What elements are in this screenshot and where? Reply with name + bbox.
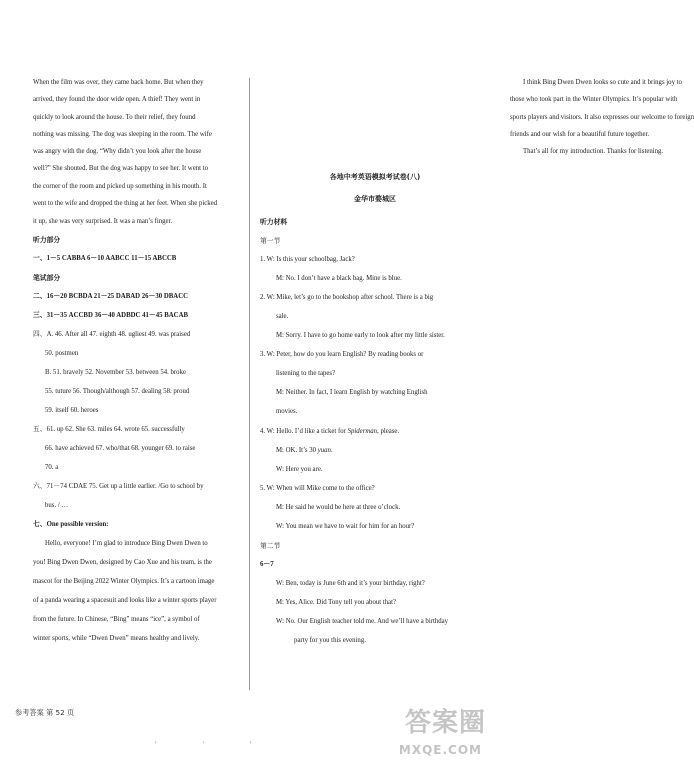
dialogue-line: party for you this evening. [294, 637, 366, 644]
dialogue-text: M: OK. It’s 30 [276, 447, 317, 454]
dialogue-line: M: Neither. In fact, I learn English by watching English [276, 389, 428, 396]
dialogue-line: movies. [276, 408, 298, 415]
essay-line: you! Bing Dwen Dwen, designed by Cao Xue and his team, is the [33, 559, 212, 566]
page-footer: 参考答案 第 52 页 [15, 708, 75, 717]
column-divider [249, 78, 250, 690]
essay-line: Hello, everyone! I’m glad to introduce Bing Dwen Dwen to [45, 540, 208, 547]
dialogue-line: M: He said he would be here at three o’clock. [276, 504, 401, 511]
watermark-logo [394, 708, 486, 762]
answer-line: 五、61. up 62. She 63. miles 64. wrote 65. successfully [33, 426, 185, 433]
exam-title: 各地中考英语模拟考试卷(八) [329, 173, 421, 181]
listening-section-title: 听力部分 [33, 236, 61, 244]
essay-version-title: 七、One possible version: [33, 521, 109, 528]
answer-line: 66. have achieved 67. who/that 68. younger 69. to raise [45, 445, 196, 452]
watermark-url: MXQE.COM [398, 743, 482, 757]
section-two-range: 6－7 [260, 561, 274, 568]
exam-subtitle: 金华市婺城区 [354, 195, 396, 203]
essay-line: I think Bing Dwen Dwen looks so cute and it brings joy to [523, 79, 682, 86]
answer-line: 55. tuture 56. Though/although 57. dealing 58. proud [45, 388, 190, 395]
essay-line: mascot for the Beijing 2022 Winter Olympics. It’s a cartoon image [33, 578, 215, 585]
story-line: it up, she was very surprised. It was a man’s finger. [33, 218, 173, 225]
answer-line: 59. itself 60. heroes [45, 407, 99, 414]
written-section-title: 笔试部分 [33, 274, 61, 282]
dialogue-line: W: Here you are. [276, 466, 323, 473]
story-line: arrived, they found the door wide open. A thief! They went in [33, 96, 201, 103]
story-line: well?” She shouted. But the dog was happy to see her. It went to [33, 165, 208, 172]
essay-line: of a panda wearing a spacesuit and looks like a winter sports player [33, 597, 217, 604]
answer-line: bus. / … [45, 502, 69, 509]
story-line: nothing was missing. The dog was sleeping in the room. The wife [33, 131, 212, 138]
currency: yuan [317, 447, 331, 454]
dialogue-line: 2. W: Mike, let’s go to the bookshop after school. There is a big [260, 294, 434, 301]
story-line: quickly to look around the house. To their relief, they found [33, 114, 196, 121]
dialogue-line: 3. W: Peter, how do you learn English? By reading books or [260, 351, 424, 358]
watermark-text: 答案圈 [404, 708, 486, 738]
dialogue-line: W: Ben, today is June 6th and it’s your birthday, right? [276, 580, 425, 587]
section-one-label: 第一节 [260, 237, 281, 245]
essay-line: friends and our wish for a beautiful future together. [510, 131, 650, 138]
answer-line: 二、16－20 BCBDA 21－25 DABAD 26－30 DBACC [33, 293, 189, 300]
dialogue-line: 4. W: Hello. I’d like a ticket for Spiderman, please. [260, 428, 400, 435]
answer-line: B. 51. bravely 52. November 53. between 54. broke [45, 369, 186, 376]
dialogue-line: M: Sorry. I have to go home early to look after my little sister. [276, 332, 445, 339]
section-two-label: 第二节 [260, 542, 281, 550]
essay-line: winter sports, while “Dwen Dwen” means healthy and lively. [33, 635, 200, 642]
essay-line: those who took part in the Winter Olympics. It’s popular with [510, 96, 678, 103]
story-line: was angry with the dog. “Why didn’t you look after the house [33, 148, 202, 155]
scan-marks: ' ' ' [155, 740, 274, 749]
dialogue-line: W: You mean we have to wait for him for an hour? [276, 523, 415, 530]
answer-line: 70. a [45, 464, 59, 471]
answer-line: 三、31－35 ACCBD 36－40 ADBDC 41－45 BACAB [33, 312, 189, 319]
dialogue-line: 1. W: Is this your schoolbag, Jack? [260, 256, 355, 263]
essay-line: That’s all for my introduction. Thanks for listening. [523, 148, 664, 155]
listening-answers: 一、1－5 CABBA 6－10 AABCC 11－15 ABCCB [33, 255, 177, 262]
answer-line: 50. postmen [45, 350, 79, 357]
dialogue-line: M: OK. It’s 30 yuan. [276, 447, 333, 454]
listening-material-title: 听力材料 [260, 218, 288, 226]
dialogue-line: M: Yes, Alice. Did Tony tell you about that? [276, 599, 397, 606]
answer-line: 六、71－74 CDAE 75. Get up a little earlier. /Go to school by [33, 483, 204, 490]
essay-line: sports players and visitors. It also expresses our welcome to foreign [510, 114, 694, 121]
story-line: the corner of the room and picked up something in his mouth. It [33, 183, 207, 190]
dialogue-line: listening to the tapes? [276, 370, 336, 377]
story-line: When the film was over, they came back home. But when they [33, 79, 204, 86]
answer-line: 四、A. 46. After all 47. eighth 48. ugliest 49. was praised [33, 331, 191, 338]
dialogue-line: 5. W: When will Mike come to the office? [260, 485, 375, 492]
essay-line: from the future. In Chinese, “Bing” means “ice”, a symbol of [33, 616, 200, 623]
story-line: went to the wife and dropped the thing at her feet. When she picked [33, 200, 218, 207]
dialogue-line: M: No. I don’t have a black bag. Mine is blue. [276, 275, 402, 282]
dialogue-line: sale. [276, 313, 289, 320]
dialogue-text: 4. W: Hello. I’d like a ticket for [260, 428, 346, 435]
dialogue-line: W: No. Our English teacher told me. And we’ll have a birthday [276, 618, 449, 625]
movie-title: Spiderman [347, 428, 378, 435]
